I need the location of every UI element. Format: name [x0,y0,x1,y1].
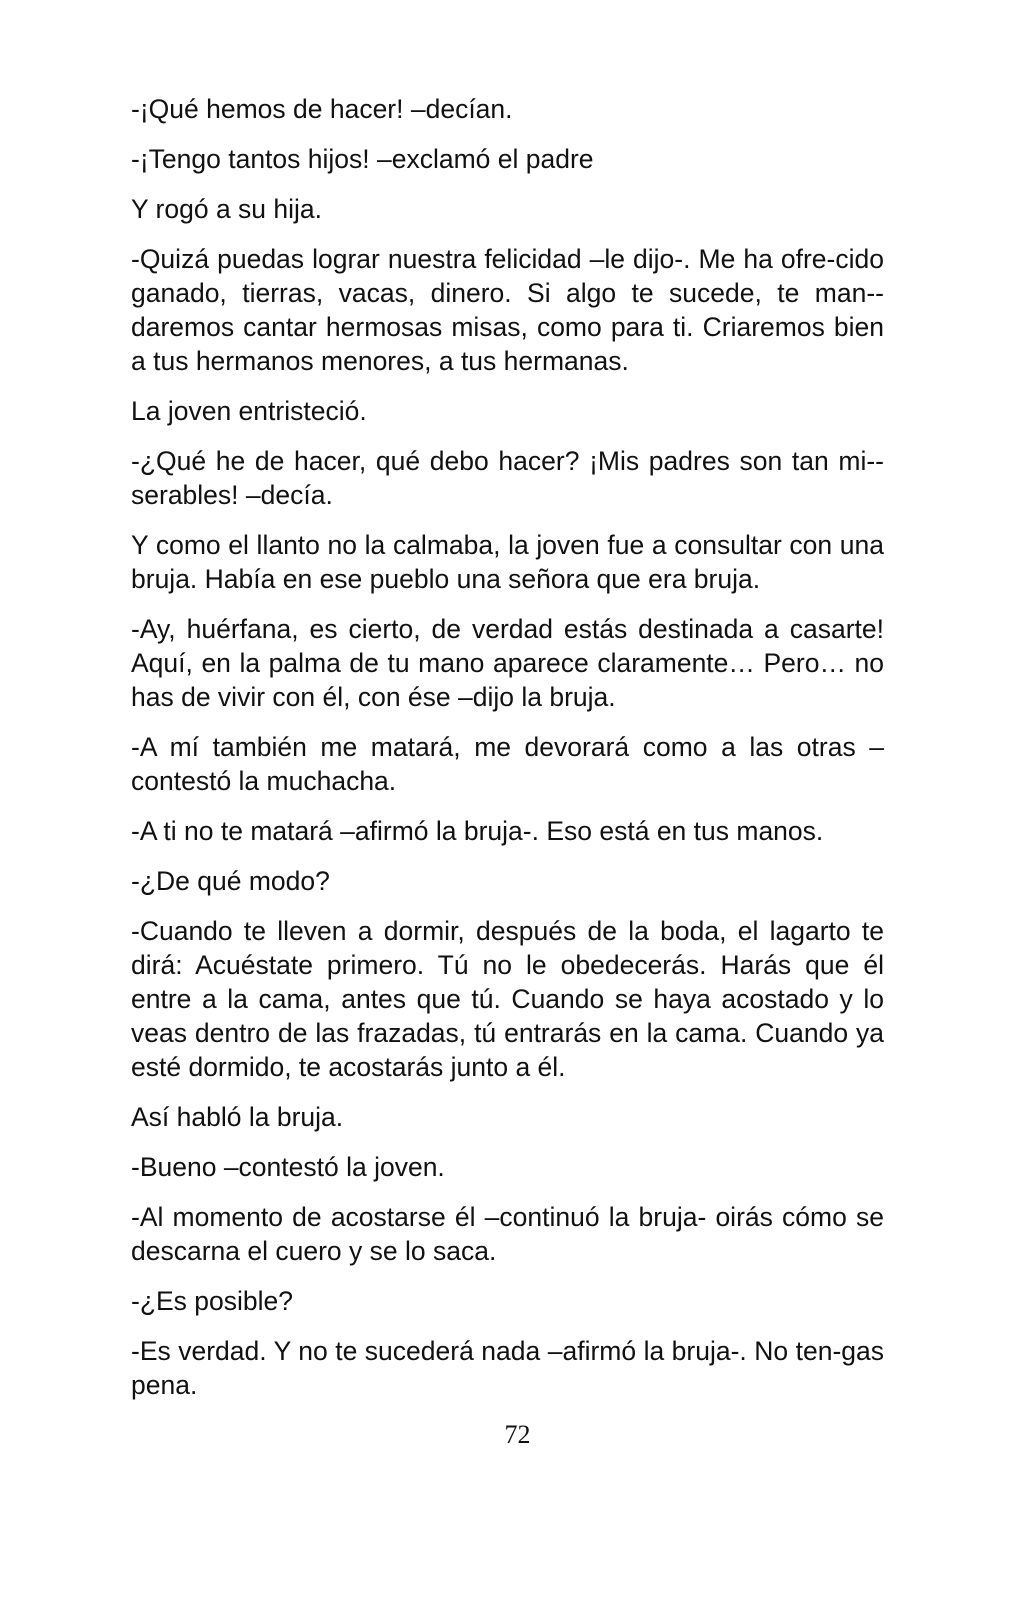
paragraph: -Bueno –contestó la joven. [131,1152,445,1182]
paragraph: -¡Qué hemos de hacer! –decían. [131,94,513,124]
paragraph: -¿Es posible? [131,1286,294,1316]
page-body [131,92,884,1418]
paragraph: La joven entristeció. [131,396,367,426]
page-number: 72 [504,1420,531,1449]
paragraph: -Quizá puedas lograr nuestra felicidad –le dijo-. Me ha ofre-cido ganado, tierras, vacas, dinero. Si algo te sucede, te man-daremos cantar hermosas misas, como para ti. Criaremos bien a tus hermanos menores, a tus hermanas. [131,244,884,376]
paragraph: Así habló la bruja. [131,1102,344,1132]
paragraph: Y rogó a su hija. [131,194,323,224]
paragraph: -Cuando te lleven a dormir, después de la boda, el lagarto te dirá: Acuéstate primero. Tú no le obedecerás. Harás que él entre a la cama, antes que tú. Cuando se haya acostado y lo veas dentro de las frazadas, tú entrarás en la cama. Cuando ya esté dormido, te acostarás junto a él. [131,916,884,1082]
paragraph: -¡Tengo tantos hijos! –exclamó el padre [131,144,594,174]
paragraph: -A ti no te matará –afirmó la bruja-. Eso está en tus manos. [131,816,824,846]
paragraph: -Al momento de acostarse él –continuó la bruja- oirás cómo se descarna el cuero y se lo saca. [131,1202,884,1266]
paragraph: -Es verdad. Y no te sucederá nada –afirmó la bruja-. No ten-gas pena. [131,1336,884,1400]
paragraph: -Ay, huérfana, es cierto, de verdad estás destinada a casarte! Aquí, en la palma de tu mano aparece claramente… Pero… no has de vivir con él, con ése –dijo la bruja. [131,614,884,712]
paragraph: Y como el llanto no la calmaba, la joven fue a consultar con una bruja. Había en ese pueblo una señora que era bruja. [131,530,884,594]
paragraph: -¿De qué modo? [131,866,330,896]
paragraph: -¿Qué he de hacer, qué debo hacer? ¡Mis padres son tan mi-serables! –decía. [131,446,884,510]
paragraph: -A mí también me matará, me devorará como a las otras – contestó la muchacha. [131,732,884,796]
